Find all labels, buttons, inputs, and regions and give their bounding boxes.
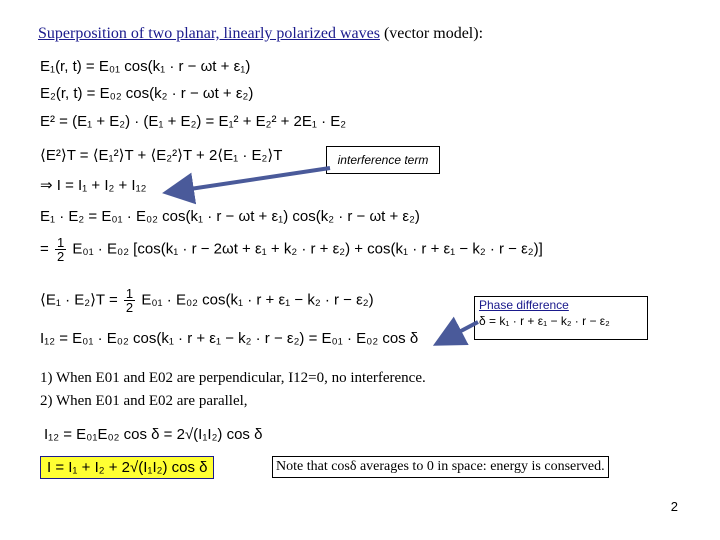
interference-arrow xyxy=(170,168,330,192)
equation-e6: E₁ · E₂ = E₀₁ · E₀₂ cos(k₁ · r − ωt + ε₁) cos(k₂ · r − ωt + ε₂) xyxy=(40,208,420,225)
equation-e9: I₁₂ = E₀₁ · E₀₂ cos(k₁ · r + ε₁ − k₂ · r − ε₂) = E₀₁ · E₀₂ cos δ xyxy=(40,330,419,347)
e8-frac-num: 1 xyxy=(125,286,134,301)
equation-e11: I = I₁ + I₂ + 2√(I₁I₂) cos δ xyxy=(47,459,208,476)
equation-e10: I₁₂ = E₀₁E₀₂ cos δ = 2√(I₁I₂) cos δ xyxy=(44,426,263,443)
equation-e2: E₂(r, t) = E₀₂ cos(k₂ · r − ωt + ε₂) xyxy=(40,85,254,102)
page-number: 2 xyxy=(670,499,678,514)
interference-term-label: interference term xyxy=(337,153,429,167)
e7-frac-num: 1 xyxy=(56,235,65,250)
e8-left: ⟨E₁ · E₂⟩T = xyxy=(40,291,118,309)
title-rest: (vector model): xyxy=(379,25,484,42)
equation-e5: ⇒ I = I₁ + I₂ + I₁₂ xyxy=(40,177,147,194)
e8-body: E₀₁ · E₀₂ cos(k₁ · r + ε₁ − k₂ · r − ε₂) xyxy=(141,291,374,309)
list-item-2: 2) When E01 and E02 are parallel, xyxy=(40,393,248,409)
equation-e1: E₁(r, t) = E₀₁ cos(k₁ · r − ωt + ε₁) xyxy=(40,58,251,75)
list-item-1: 1) When E01 and E02 are perpendicular, I12=0, no interference. xyxy=(40,370,426,386)
e7-body: E₀₁ · E₀₂ [cos(k₁ · r − 2ωt + ε₁ + k₂ · r + ε₂) + cos(k₁ · r + ε₁ − k₂ · r − ε₂)] xyxy=(72,240,543,258)
equation-e3: E² = (E₁ + E₂) · (E₁ + E₂) = E₁² + E₂² + 2E₁ · E₂ xyxy=(40,113,347,130)
equation-e4: ⟨E²⟩T = ⟨E₁²⟩T + ⟨E₂²⟩T + 2⟨E₁ · E₂⟩T xyxy=(40,147,283,164)
e8-frac-den: 2 xyxy=(125,300,134,315)
title-underlined: Superposition of two planar, linearly polarized waves xyxy=(38,25,380,42)
energy-conservation-note: Note that cosδ averages to 0 in space: energy is conserved. xyxy=(272,456,609,478)
e7-frac-den: 2 xyxy=(56,249,65,264)
phase-difference-equation: δ = k₁ · r + ε₁ − k₂ · r − ε₂ xyxy=(479,314,610,328)
phase-difference-label: Phase difference xyxy=(479,298,569,312)
phase-arrow xyxy=(440,322,478,342)
e7-prefix: = xyxy=(40,240,49,258)
